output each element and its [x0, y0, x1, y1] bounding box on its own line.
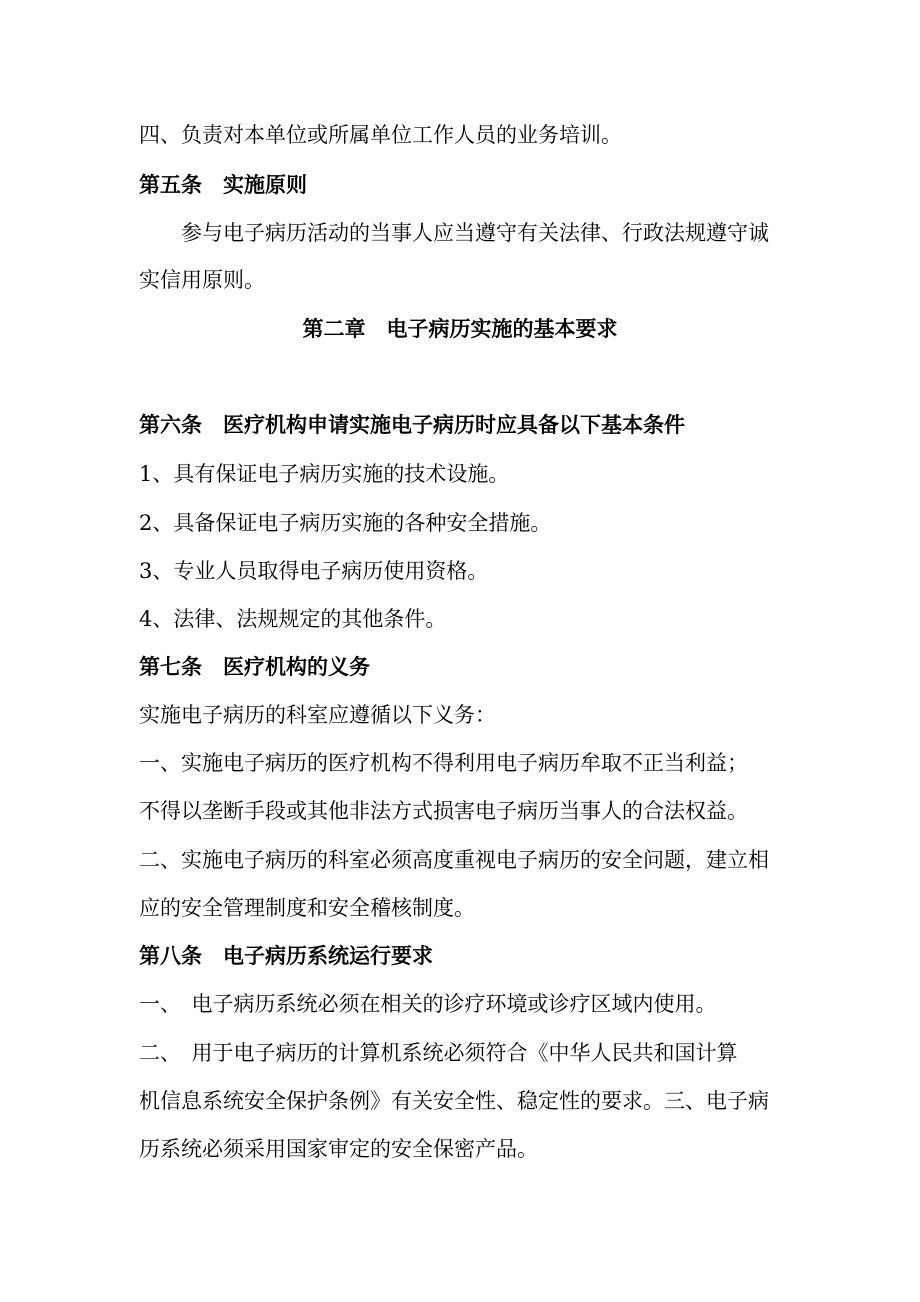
chapter-heading: 第二章 电子病历实施的基本要求: [302, 317, 618, 341]
list-item: 4、法律、法规规定的其他条件。: [139, 607, 447, 631]
paragraph-line: 四、负责对本单位或所属单位工作人员的业务培训。: [139, 123, 622, 147]
paragraph-line: 二、 用于电子病历的计算机系统必须符合《中华人民共和国计算: [139, 1041, 738, 1065]
paragraph-line: 历系统必须采用国家审定的安全保密产品。: [139, 1137, 538, 1161]
article-heading: 第六条 医疗机构申请实施电子病历时应具备以下基本条件: [139, 413, 685, 437]
list-item: 2、具备保证电子病历实施的各种安全措施。: [139, 511, 552, 535]
article-heading: 第七条 医疗机构的义务: [139, 655, 370, 679]
paragraph-line: 机信息系统安全保护条例》有关安全性、稳定性的要求。三、电子病: [139, 1089, 769, 1113]
paragraph-line: 一、实施电子病历的医疗机构不得利用电子病历牟取不正当利益；: [139, 751, 748, 775]
paragraph-line: 实信用原则。: [139, 268, 265, 292]
list-item: 3、专业人员取得电子病历使用资格。: [139, 559, 489, 583]
paragraph-line: 应的安全管理制度和安全稽核制度。: [139, 896, 475, 920]
paragraph-line: 参与电子病历活动的当事人应当遵守有关法律、行政法规遵守诚: [181, 221, 769, 245]
paragraph-line: 不得以垄断手段或其他非法方式损害电子病历当事人的合法权益。: [139, 799, 748, 823]
paragraph-line: 一、 电子病历系统必须在相关的诊疗环境或诊疗区域内使用。: [139, 992, 717, 1016]
article-heading: 第八条 电子病历系统运行要求: [139, 944, 433, 968]
article-heading: 第五条 实施原则: [139, 173, 307, 197]
paragraph-line: 实施电子病历的科室应遵循以下义务：: [139, 703, 496, 727]
paragraph-line: 二、实施电子病历的科室必须高度重视电子病历的安全问题，建立相: [139, 848, 769, 872]
list-item: 1、具有保证电子病历实施的技术设施。: [139, 462, 510, 486]
